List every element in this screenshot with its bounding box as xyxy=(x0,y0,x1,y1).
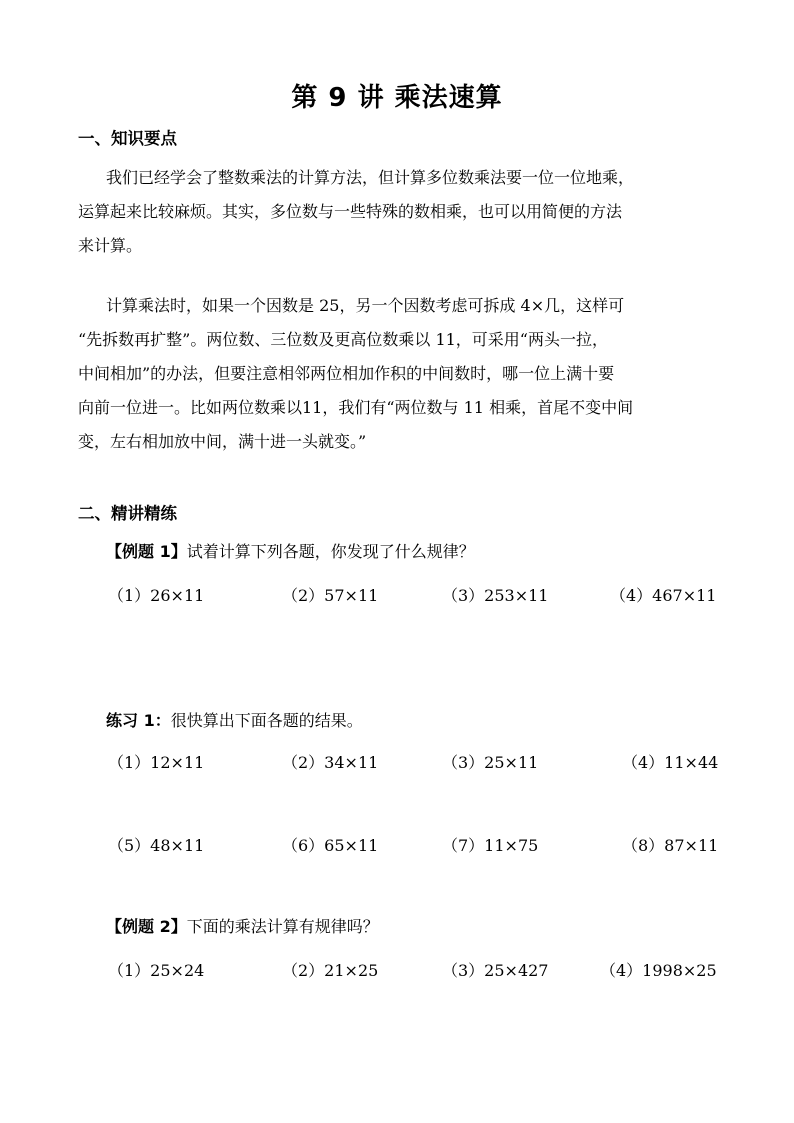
problem-item: （7）11×75 xyxy=(442,836,539,855)
problem-item: （4）467×11 xyxy=(610,586,717,605)
paragraph-line: 我们已经学会了整数乘法的计算方法，但计算多位数乘法要一位一位地乘， xyxy=(106,168,635,187)
problem-item: （3）25×427 xyxy=(442,961,549,980)
problem-item: （2）21×25 xyxy=(282,961,379,980)
knowledge-paragraph-2 xyxy=(78,289,722,459)
example-2-prompt xyxy=(106,915,379,939)
problem-item: （5）48×11 xyxy=(108,836,205,855)
paragraph-line: “先拆数再扩整”。两位数、三位数及更高位数乘以 11，可采用“两头一拉， xyxy=(78,330,608,349)
paragraph-line: 计算乘法时，如果一个因数是 25，另一个因数考虑可拆成 4×几，这样可 xyxy=(106,296,625,315)
section-heading-knowledge: 一、知识要点 xyxy=(78,129,177,148)
problem-item: （3）25×11 xyxy=(442,753,539,772)
example-1-label: 【例题 1】 xyxy=(106,542,187,561)
practice-1-text: 很快算出下面各题的结果。 xyxy=(170,711,363,730)
example-1-text: 试着计算下列各题，你发现了什么规律？ xyxy=(186,542,475,561)
paragraph-line: 向前一位进一。比如两位数乘以11，我们有“两位数与 11 相乘，首尾不变中间 xyxy=(78,398,634,417)
example-2-text: 下面的乘法计算有规律吗？ xyxy=(186,917,379,936)
problem-item: （6）65×11 xyxy=(282,836,379,855)
paragraph-line: 来计算。 xyxy=(78,236,143,255)
problem-item: （4）1998×25 xyxy=(600,961,717,980)
practice-1-label: 练习 1： xyxy=(106,711,171,730)
problem-item: （3）253×11 xyxy=(442,586,549,605)
knowledge-paragraph-1 xyxy=(78,161,722,263)
problem-item: （8）87×11 xyxy=(622,836,719,855)
example-2-label: 【例题 2】 xyxy=(106,917,187,936)
page-title: 第 9 讲 乘法速算 xyxy=(291,83,503,113)
problem-item: （4）11×44 xyxy=(622,753,719,772)
paragraph-line: 变，左右相加放中间，满十进一头就变。” xyxy=(78,432,367,451)
problem-item: （2）34×11 xyxy=(282,753,379,772)
practice-1-prompt xyxy=(106,709,363,733)
problem-item: （1）25×24 xyxy=(108,961,205,980)
section-heading-practice: 二、精讲精练 xyxy=(78,504,177,523)
problem-item: （1）12×11 xyxy=(108,753,205,772)
problem-item: （2）57×11 xyxy=(282,586,379,605)
paragraph-line: 运算起来比较麻烦。其实，多位数与一些特殊的数相乘，也可以用简便的方法 xyxy=(78,202,623,221)
paragraph-line: 中间相加”的办法，但要注意相邻两位相加作积的中间数时，哪一位上满十要 xyxy=(78,364,615,383)
problem-item: （1）26×11 xyxy=(108,586,205,605)
example-1-prompt xyxy=(106,540,475,564)
